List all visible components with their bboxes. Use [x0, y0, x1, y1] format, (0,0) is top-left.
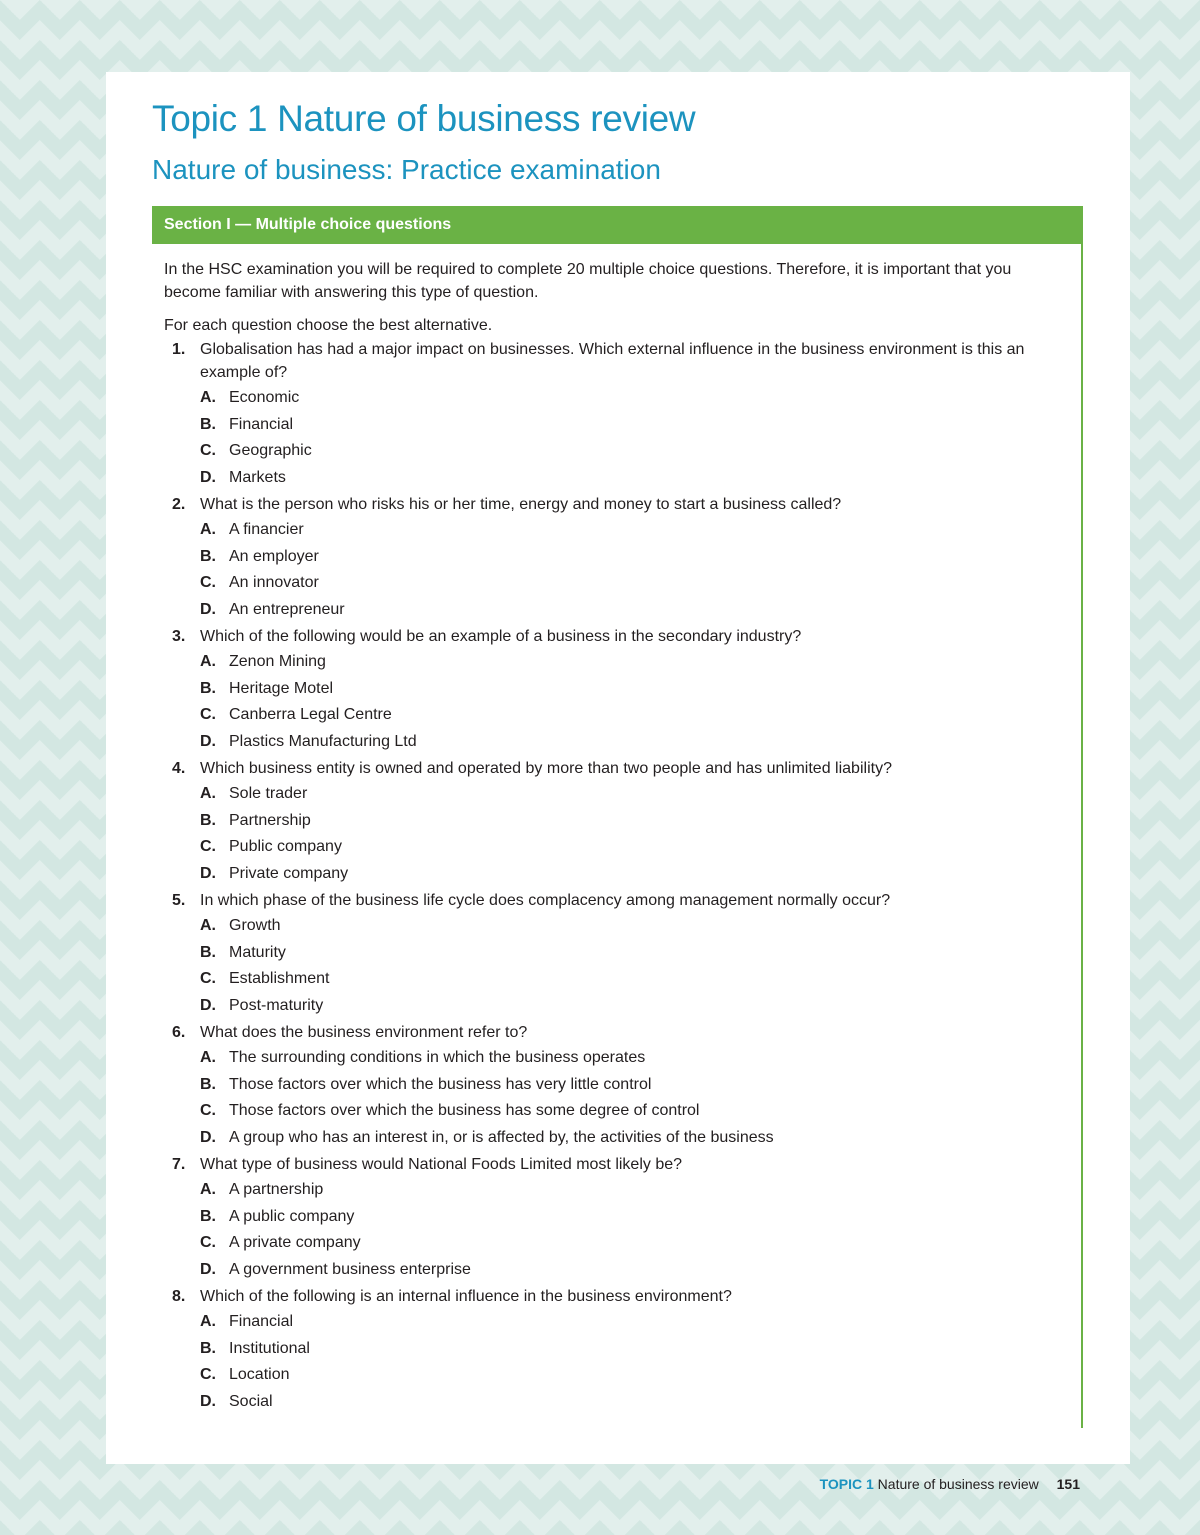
answer-option: [200, 599, 1070, 626]
option-text: Those factors over which the business has some degree of control: [229, 1102, 700, 1119]
option-text: Financial: [229, 1313, 294, 1330]
option-text: Public company: [229, 838, 342, 855]
question-number: 2.: [172, 496, 186, 513]
option-letter: A.: [200, 389, 216, 406]
answer-option: [200, 678, 1070, 705]
question-text: What type of business would National Foods Limited most likely be?: [200, 1156, 683, 1173]
option-text: Heritage Motel: [229, 679, 334, 697]
option-text: Sole trader: [229, 785, 308, 802]
question-item: [164, 493, 1070, 625]
option-text: Social: [229, 1392, 273, 1410]
answer-option: [200, 810, 1070, 837]
answer-option: [200, 731, 1070, 758]
answer-option: [200, 1391, 1070, 1418]
answer-option: [200, 942, 1070, 969]
option-text: The surrounding conditions in which the business operates: [229, 1049, 646, 1066]
answer-option: [200, 1364, 1070, 1391]
option-text: Plastics Manufacturing Ltd: [229, 732, 417, 750]
option-letter: C.: [200, 706, 216, 723]
question-item: [164, 889, 1070, 1021]
option-letter: B.: [200, 547, 216, 565]
option-text: Geographic: [229, 442, 312, 459]
option-text: An employer: [229, 547, 319, 565]
answer-option: [200, 467, 1070, 494]
option-letter: B.: [200, 811, 216, 829]
option-letter: B.: [200, 415, 216, 433]
answer-options: [200, 783, 1070, 889]
option-letter: A.: [200, 653, 216, 670]
answer-options: [200, 387, 1070, 493]
question-item: [164, 1153, 1070, 1285]
question-text: Which of the following is an internal influence in the business environment?: [200, 1288, 732, 1305]
option-letter: D.: [200, 732, 216, 750]
option-text: Location: [229, 1366, 290, 1383]
question-text: Globalisation has had a major impact on businesses. Which external influence in the business environment is this an example of?: [200, 341, 1025, 381]
section-heading: Section I — Multiple choice questions: [164, 216, 452, 233]
option-text: Institutional: [229, 1339, 310, 1357]
option-letter: C.: [200, 574, 216, 591]
option-letter: D.: [200, 468, 216, 486]
question-item: [164, 338, 1070, 493]
answer-option: [200, 1179, 1070, 1206]
question-number: 8.: [172, 1288, 186, 1305]
option-letter: D.: [200, 1392, 216, 1410]
answer-option: [200, 1047, 1070, 1074]
option-letter: B.: [200, 1075, 216, 1093]
question-number: 6.: [172, 1024, 186, 1041]
answer-options: [200, 915, 1070, 1021]
answer-option: [200, 1127, 1070, 1154]
answer-option: [200, 651, 1070, 678]
answer-option: [200, 1232, 1070, 1259]
answer-option: [200, 995, 1070, 1022]
question-text: What does the business environment refer to?: [200, 1024, 528, 1041]
option-letter: A.: [200, 785, 216, 802]
answer-option: [200, 387, 1070, 414]
answer-option: [200, 783, 1070, 810]
option-text: A partnership: [229, 1181, 324, 1198]
question-text: In which phase of the business life cycle does complacency among management normally occur?: [200, 892, 891, 909]
answer-option: [200, 1206, 1070, 1233]
option-text: Maturity: [229, 943, 286, 961]
option-text: Economic: [229, 389, 300, 406]
option-letter: D.: [200, 864, 216, 882]
option-letter: C.: [200, 1234, 216, 1251]
instruction-text: For each question choose the best alternative.: [164, 317, 493, 334]
answer-options: [200, 1179, 1070, 1285]
option-letter: B.: [200, 679, 216, 697]
answer-option: [200, 704, 1070, 731]
question-text: Which of the following would be an example of a business in the secondary industry?: [200, 628, 802, 645]
section-content: [164, 258, 1070, 1417]
option-letter: B.: [200, 1339, 216, 1357]
option-letter: C.: [200, 970, 216, 987]
option-text: Partnership: [229, 811, 311, 829]
section-heading-bar: [152, 206, 1083, 244]
answer-option: [200, 519, 1070, 546]
option-text: Those factors over which the business has very little control: [229, 1075, 652, 1093]
page-subtitle: Nature of business: Practice examination: [152, 154, 661, 185]
option-text: An innovator: [229, 574, 319, 591]
answer-options: [200, 519, 1070, 625]
question-item: [164, 1021, 1070, 1153]
option-text: Private company: [229, 864, 349, 882]
option-text: Zenon Mining: [229, 653, 326, 670]
option-letter: D.: [200, 1260, 216, 1278]
question-text: Which business entity is owned and operated by more than two people and has unlimited liability?: [200, 760, 892, 777]
answer-options: [200, 1047, 1070, 1153]
page-footer: [820, 1476, 1080, 1492]
option-text: A government business enterprise: [229, 1260, 471, 1278]
question-list: [164, 338, 1070, 1417]
option-text: A financier: [229, 521, 304, 538]
answer-option: [200, 572, 1070, 599]
intro-paragraph: In the HSC examination you will be required to complete 20 multiple choice questions. Therefore, it is important that you become familiar with answering this type of question.: [164, 261, 1012, 301]
answer-option: [200, 1259, 1070, 1286]
answer-option: [200, 968, 1070, 995]
option-text: A group who has an interest in, or is affected by, the activities of the business: [229, 1128, 774, 1146]
answer-option: [200, 836, 1070, 863]
page-number: 151: [1056, 1476, 1080, 1492]
question-number: 1.: [172, 341, 186, 358]
option-letter: D.: [200, 600, 216, 618]
answer-option: [200, 915, 1070, 942]
question-text: What is the person who risks his or her time, energy and money to start a business called?: [200, 496, 842, 513]
question-number: 5.: [172, 892, 186, 909]
answer-options: [200, 1311, 1070, 1417]
section-side-rule: [1081, 244, 1083, 1428]
answer-option: [200, 546, 1070, 573]
option-text: Markets: [229, 468, 286, 486]
option-letter: D.: [200, 1128, 216, 1146]
option-letter: C.: [200, 1102, 216, 1119]
question-number: 3.: [172, 628, 186, 645]
question-number: 7.: [172, 1156, 186, 1173]
option-letter: A.: [200, 1049, 216, 1066]
footer-topic: TOPIC 1: [819, 1476, 874, 1492]
option-letter: A.: [200, 521, 216, 538]
answer-option: [200, 414, 1070, 441]
question-item: [164, 757, 1070, 889]
option-text: A private company: [229, 1234, 361, 1251]
option-letter: C.: [200, 1366, 216, 1383]
option-text: Post-maturity: [229, 996, 324, 1014]
option-letter: B.: [200, 1207, 216, 1225]
footer-label: Nature of business review: [877, 1476, 1039, 1492]
answer-option: [200, 863, 1070, 890]
question-number: 4.: [172, 760, 186, 777]
question-item: [164, 625, 1070, 757]
option-text: An entrepreneur: [229, 600, 345, 618]
option-text: Canberra Legal Centre: [229, 706, 392, 723]
option-text: Financial: [229, 415, 294, 433]
question-item: [164, 1285, 1070, 1417]
option-letter: D.: [200, 996, 216, 1014]
option-text: Growth: [229, 917, 281, 934]
option-letter: A.: [200, 1181, 216, 1198]
option-letter: A.: [200, 917, 216, 934]
document-page: [106, 72, 1130, 1464]
answer-option: [200, 1338, 1070, 1365]
option-letter: A.: [200, 1313, 216, 1330]
answer-option: [200, 1074, 1070, 1101]
option-text: A public company: [229, 1207, 355, 1225]
option-letter: C.: [200, 838, 216, 855]
page-title: Topic 1 Nature of business review: [152, 98, 696, 139]
answer-options: [200, 651, 1070, 757]
option-text: Establishment: [229, 970, 330, 987]
option-letter: C.: [200, 442, 216, 459]
answer-option: [200, 440, 1070, 467]
answer-option: [200, 1100, 1070, 1127]
answer-option: [200, 1311, 1070, 1338]
option-letter: B.: [200, 943, 216, 961]
